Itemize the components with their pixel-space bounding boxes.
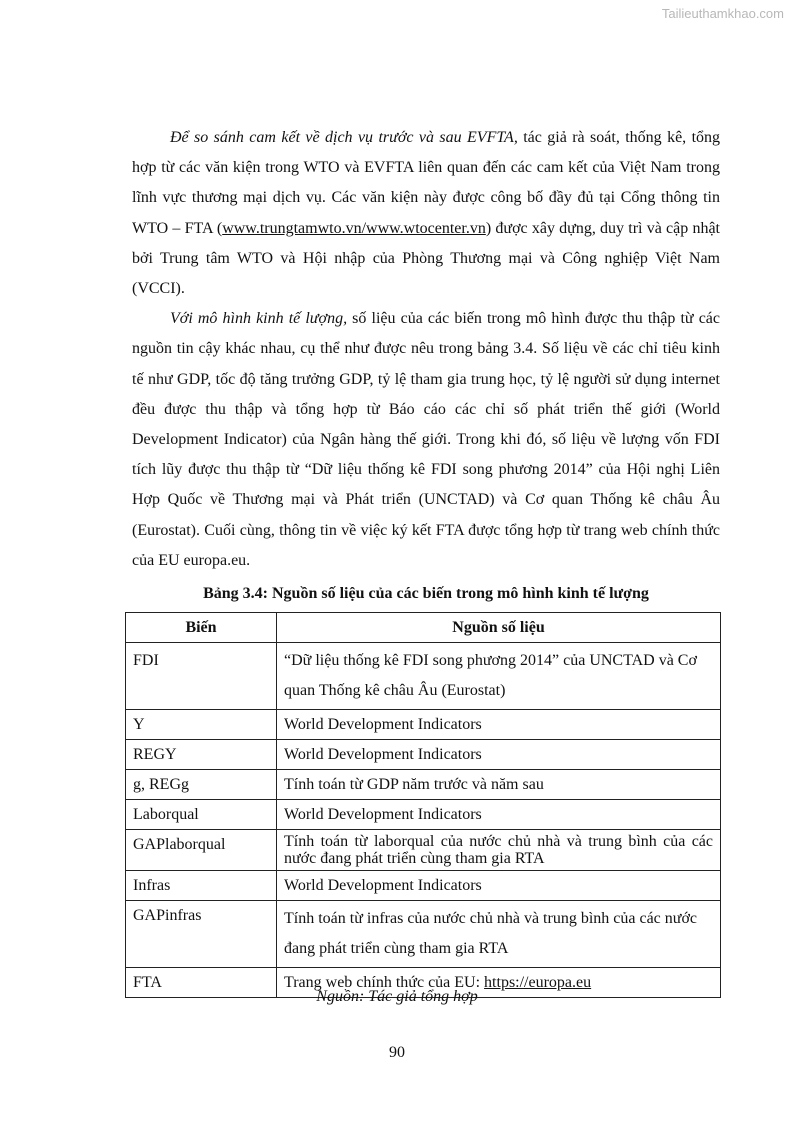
table-row [126, 770, 721, 800]
table-row [126, 740, 721, 770]
document-body [132, 123, 720, 610]
page-number: 90 [389, 1044, 405, 1061]
table-row [126, 710, 721, 740]
table-row [126, 643, 721, 710]
variable-cell: GAPinfras [126, 901, 277, 968]
table-header-row [126, 613, 721, 643]
paragraph-text: số liệu của các biến trong mô hình được thu thập từ các nguồn tin cậy khác nhau, cụ thể như được nêu trong bảng 3.4. Số liệu về các chỉ tiêu kinh tế như GDP, tốc độ tăng trưởng GDP, tỷ lệ tham gia trung học, tỷ lệ người sử dụng internet đều được thu thập và tổng hợp từ Báo cáo các chỉ số phát triển thế giới (World Development Indicator) của Ngân hàng thế giới. Trong khi đó, số liệu về lượng vốn FDI tích lũy được thu thập từ “Dữ liệu thống kê FDI song phương 2014” của Hội nghị Liên Hợp Quốc về Thương mại và Phát triển (UNCTAD) và Cơ quan Thống kê châu Âu (Eurostat). Cuối cùng, thông tin về việc ký kết FTA được tổng hợp từ trang web chính thức của EU europa.eu. [132, 310, 720, 569]
data-source-table [125, 612, 721, 998]
source-cell: World Development Indicators [277, 710, 721, 740]
source-cell: World Development Indicators [277, 800, 721, 830]
paragraph-text: ) được xây dựng, duy trì và cập nhật bởi Trung tâm WTO và Hội nhập của Phòng Thương mại và Công nghiệp Việt Nam (VCCI). [132, 219, 720, 298]
variable-cell: FDI [126, 643, 277, 710]
table-caption: Bảng 3.4: Nguồn số liệu của các biến trong mô hình kinh tế lượng [203, 585, 649, 603]
variable-cell: FTA [126, 968, 277, 998]
variable-cell: Laborqual [126, 800, 277, 830]
paragraph-lead-italic: Với mô hình kinh tế lượng, [170, 310, 348, 328]
table-row [126, 871, 721, 901]
source-cell: Tính toán từ GDP năm trước và năm sau [277, 770, 721, 800]
wto-link[interactable]: www.trungtamwto.vn/www.wtocenter.vn [222, 219, 486, 237]
source-cell: Tính toán từ laborqual của nước chủ nhà và trung bình của các nước đang phát triển cùng tham gia RTA [277, 830, 721, 871]
paragraph-lead-italic: Để so sánh cam kết về dịch vụ trước và sau EVFTA, [170, 129, 518, 146]
table-source-note: Nguồn: Tác giả tổng hợp [316, 988, 478, 1005]
paragraph-econometric [132, 304, 720, 576]
paragraph-text: tác giả rà soát, thống kê, tổng hợp từ các văn kiện trong WTO và EVFTA liên quan đến các cam kết của Việt Nam trong lĩnh vực thương mại dịch vụ. Các văn kiện này được công bố đầy đủ tại Cổng thông tin WTO – FTA ( [132, 129, 721, 237]
variable-cell: Infras [126, 871, 277, 901]
source-cell: World Development Indicators [277, 740, 721, 770]
source-cell: “Dữ liệu thống kê FDI song phương 2014” của UNCTAD và Cơ quan Thống kê châu Âu (Eurostat) [277, 643, 721, 710]
header-source: Nguồn số liệu [277, 613, 721, 643]
source-cell: Tính toán từ infras của nước chủ nhà và trung bình của các nước đang phát triển cùng tham gia RTA [277, 901, 721, 968]
variable-cell: REGY [126, 740, 277, 770]
watermark: Tailieuthamkhao.com [661, 6, 784, 21]
variable-cell: g, REGg [126, 770, 277, 800]
table-row [126, 830, 721, 871]
variable-cell: Y [126, 710, 277, 740]
paragraph-evfta [132, 123, 720, 304]
europa-link[interactable]: https://europa.eu [484, 974, 592, 991]
table-row [126, 901, 721, 968]
header-variable: Biến [126, 613, 277, 643]
variable-cell: GAPlaborqual [126, 830, 277, 871]
source-text: Trang web chính thức của EU: [284, 974, 485, 991]
table-row [126, 800, 721, 830]
source-cell: World Development Indicators [277, 871, 721, 901]
